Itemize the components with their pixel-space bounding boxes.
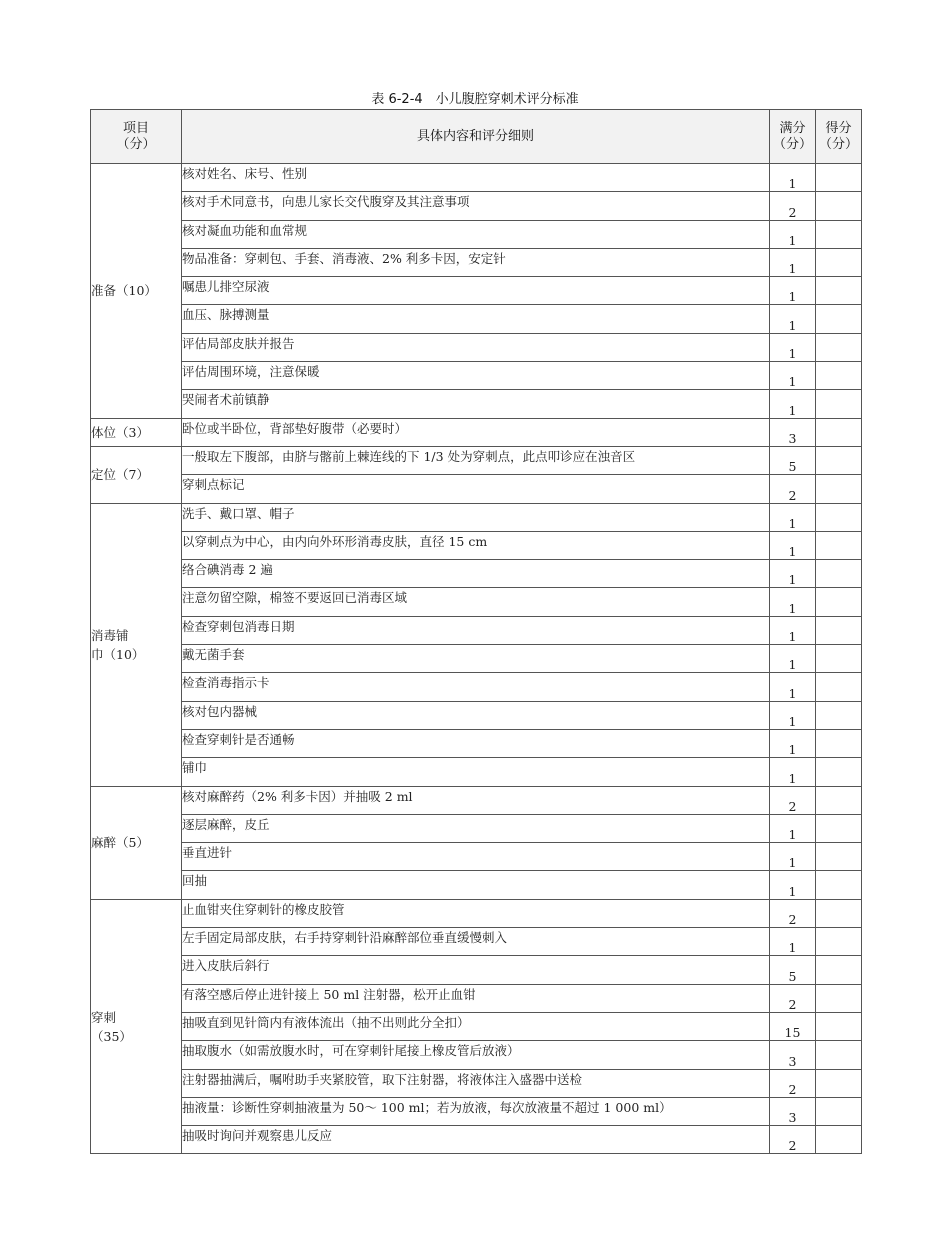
obtained-score-cell[interactable] bbox=[816, 956, 862, 984]
full-score-cell: 3 bbox=[770, 418, 816, 446]
table-row bbox=[91, 673, 862, 701]
obtained-score-cell[interactable] bbox=[816, 1069, 862, 1097]
content-cell: 抽取腹水（如需放腹水时，可在穿刺针尾接上橡皮管后放液） bbox=[182, 1041, 770, 1069]
table-row bbox=[91, 729, 862, 757]
content-cell: 检查穿刺针是否通畅 bbox=[182, 729, 770, 757]
table-row bbox=[91, 333, 862, 361]
full-score-cell: 1 bbox=[770, 758, 816, 786]
table-row bbox=[91, 1041, 862, 1069]
content-cell: 抽吸直到见针筒内有液体流出（抽不出则此分全扣） bbox=[182, 1012, 770, 1040]
full-score-cell: 1 bbox=[770, 616, 816, 644]
obtained-score-cell[interactable] bbox=[816, 1041, 862, 1069]
table-row bbox=[91, 1069, 862, 1097]
table-row bbox=[91, 758, 862, 786]
full-score-cell: 1 bbox=[770, 560, 816, 588]
obtained-score-cell[interactable] bbox=[816, 164, 862, 192]
header-row bbox=[91, 110, 862, 164]
table-row bbox=[91, 871, 862, 899]
category-cell: 消毒铺 巾（10） bbox=[91, 503, 182, 786]
obtained-score-cell[interactable] bbox=[816, 928, 862, 956]
obtained-score-cell[interactable] bbox=[816, 531, 862, 559]
content-cell: 戴无菌手套 bbox=[182, 645, 770, 673]
content-cell: 回抽 bbox=[182, 871, 770, 899]
table-row bbox=[91, 446, 862, 474]
table-row bbox=[91, 928, 862, 956]
content-cell: 抽吸时询问并观察患儿反应 bbox=[182, 1126, 770, 1154]
content-cell: 注射器抽满后，嘱咐助手夹紧胶管，取下注射器，将液体注入盛器中送检 bbox=[182, 1069, 770, 1097]
header-full-score: 满分 （分） bbox=[770, 110, 816, 164]
table-row bbox=[91, 1012, 862, 1040]
scoring-table bbox=[90, 109, 862, 1154]
table-body bbox=[91, 164, 862, 1154]
content-cell: 注意勿留空隙，棉签不要返回已消毒区域 bbox=[182, 588, 770, 616]
content-cell: 逐层麻醉，皮丘 bbox=[182, 814, 770, 842]
table-row bbox=[91, 418, 862, 446]
full-score-cell: 1 bbox=[770, 645, 816, 673]
content-cell: 血压、脉搏测量 bbox=[182, 305, 770, 333]
content-cell: 嘱患儿排空尿液 bbox=[182, 277, 770, 305]
content-cell: 以穿刺点为中心，由内向外环形消毒皮肤，直径 15 cm bbox=[182, 531, 770, 559]
content-cell: 洗手、戴口罩、帽子 bbox=[182, 503, 770, 531]
full-score-cell: 1 bbox=[770, 277, 816, 305]
content-cell: 进入皮肤后斜行 bbox=[182, 956, 770, 984]
obtained-score-cell[interactable] bbox=[816, 446, 862, 474]
table-row bbox=[91, 248, 862, 276]
content-cell: 垂直进针 bbox=[182, 843, 770, 871]
table-row bbox=[91, 588, 862, 616]
obtained-score-cell[interactable] bbox=[816, 305, 862, 333]
content-cell: 核对姓名、床号、性别 bbox=[182, 164, 770, 192]
full-score-cell: 1 bbox=[770, 928, 816, 956]
obtained-score-cell[interactable] bbox=[816, 1097, 862, 1125]
category-cell: 定位（7） bbox=[91, 446, 182, 503]
obtained-score-cell[interactable] bbox=[816, 843, 862, 871]
full-score-cell: 2 bbox=[770, 984, 816, 1012]
obtained-score-cell[interactable] bbox=[816, 616, 862, 644]
full-score-cell: 3 bbox=[770, 1097, 816, 1125]
obtained-score-cell[interactable] bbox=[816, 560, 862, 588]
category-cell: 体位（3） bbox=[91, 418, 182, 446]
table-row bbox=[91, 560, 862, 588]
obtained-score-cell[interactable] bbox=[816, 729, 862, 757]
obtained-score-cell[interactable] bbox=[816, 1012, 862, 1040]
table-row bbox=[91, 786, 862, 814]
content-cell: 核对手术同意书，向患儿家长交代腹穿及其注意事项 bbox=[182, 192, 770, 220]
table-row bbox=[91, 531, 862, 559]
full-score-cell: 1 bbox=[770, 220, 816, 248]
content-cell: 哭闹者术前镇静 bbox=[182, 390, 770, 418]
table-row bbox=[91, 645, 862, 673]
content-cell: 评估周围环境，注意保暖 bbox=[182, 362, 770, 390]
full-score-cell: 1 bbox=[770, 531, 816, 559]
content-cell: 物品准备：穿刺包、手套、消毒液、2% 利多卡因，安定针 bbox=[182, 248, 770, 276]
obtained-score-cell[interactable] bbox=[816, 814, 862, 842]
table-row bbox=[91, 843, 862, 871]
content-cell: 有落空感后停止进针接上 50 ml 注射器，松开止血钳 bbox=[182, 984, 770, 1012]
full-score-cell: 5 bbox=[770, 956, 816, 984]
full-score-cell: 15 bbox=[770, 1012, 816, 1040]
content-cell: 检查消毒指示卡 bbox=[182, 673, 770, 701]
table-row bbox=[91, 362, 862, 390]
obtained-score-cell[interactable] bbox=[816, 673, 862, 701]
full-score-cell: 1 bbox=[770, 588, 816, 616]
obtained-score-cell[interactable] bbox=[816, 899, 862, 927]
full-score-cell: 2 bbox=[770, 1126, 816, 1154]
full-score-cell: 2 bbox=[770, 786, 816, 814]
obtained-score-cell[interactable] bbox=[816, 503, 862, 531]
header-content: 具体内容和评分细则 bbox=[182, 110, 770, 164]
content-cell: 铺巾 bbox=[182, 758, 770, 786]
content-cell: 止血钳夹住穿刺针的橡皮胶管 bbox=[182, 899, 770, 927]
obtained-score-cell[interactable] bbox=[816, 588, 862, 616]
obtained-score-cell[interactable] bbox=[816, 390, 862, 418]
category-cell: 穿刺 （35） bbox=[91, 899, 182, 1154]
obtained-score-cell[interactable] bbox=[816, 418, 862, 446]
full-score-cell: 2 bbox=[770, 1069, 816, 1097]
full-score-cell: 2 bbox=[770, 899, 816, 927]
table-row bbox=[91, 390, 862, 418]
full-score-cell: 3 bbox=[770, 1041, 816, 1069]
content-cell: 核对包内器械 bbox=[182, 701, 770, 729]
content-cell: 抽液量：诊断性穿刺抽液量为 50～ 100 ml；若为放液，每次放液量不超过 1 000 ml） bbox=[182, 1097, 770, 1125]
obtained-score-cell[interactable] bbox=[816, 758, 862, 786]
full-score-cell: 5 bbox=[770, 446, 816, 474]
obtained-score-cell[interactable] bbox=[816, 645, 862, 673]
content-cell: 核对麻醉药（2% 利多卡因）并抽吸 2 ml bbox=[182, 786, 770, 814]
full-score-cell: 1 bbox=[770, 871, 816, 899]
content-cell: 一般取左下腹部，由脐与髂前上棘连线的下 1/3 处为穿刺点，此点叩诊应在浊音区 bbox=[182, 446, 770, 474]
content-cell: 穿刺点标记 bbox=[182, 475, 770, 503]
full-score-cell: 1 bbox=[770, 701, 816, 729]
category-cell: 准备（10） bbox=[91, 164, 182, 419]
table-row bbox=[91, 616, 862, 644]
table-row bbox=[91, 701, 862, 729]
table-row bbox=[91, 164, 862, 192]
table-row bbox=[91, 475, 862, 503]
full-score-cell: 1 bbox=[770, 362, 816, 390]
full-score-cell: 1 bbox=[770, 248, 816, 276]
table-row bbox=[91, 1097, 862, 1125]
obtained-score-cell[interactable] bbox=[816, 786, 862, 814]
obtained-score-cell[interactable] bbox=[816, 362, 862, 390]
table-row bbox=[91, 814, 862, 842]
full-score-cell: 2 bbox=[770, 475, 816, 503]
full-score-cell: 1 bbox=[770, 729, 816, 757]
content-cell: 左手固定局部皮肤，右手持穿刺针沿麻醉部位垂直缓慢刺入 bbox=[182, 928, 770, 956]
table-row bbox=[91, 1126, 862, 1154]
full-score-cell: 1 bbox=[770, 305, 816, 333]
content-cell: 检查穿刺包消毒日期 bbox=[182, 616, 770, 644]
obtained-score-cell[interactable] bbox=[816, 333, 862, 361]
obtained-score-cell[interactable] bbox=[816, 984, 862, 1012]
obtained-score-cell[interactable] bbox=[816, 701, 862, 729]
full-score-cell: 1 bbox=[770, 814, 816, 842]
obtained-score-cell[interactable] bbox=[816, 871, 862, 899]
content-cell: 核对凝血功能和血常规 bbox=[182, 220, 770, 248]
table-row bbox=[91, 503, 862, 531]
table-row bbox=[91, 192, 862, 220]
obtained-score-cell[interactable] bbox=[816, 220, 862, 248]
table-row bbox=[91, 277, 862, 305]
full-score-cell: 1 bbox=[770, 333, 816, 361]
table-row bbox=[91, 899, 862, 927]
obtained-score-cell[interactable] bbox=[816, 1126, 862, 1154]
header-item: 项目 （分） bbox=[91, 110, 182, 164]
table-row bbox=[91, 984, 862, 1012]
full-score-cell: 1 bbox=[770, 164, 816, 192]
table-row bbox=[91, 305, 862, 333]
category-cell: 麻醉（5） bbox=[91, 786, 182, 899]
table-title: 表 6-2-4 小儿腹腔穿刺术评分标准 bbox=[371, 92, 579, 107]
full-score-cell: 1 bbox=[770, 503, 816, 531]
full-score-cell: 1 bbox=[770, 843, 816, 871]
content-cell: 卧位或半卧位，背部垫好腹带（必要时） bbox=[182, 418, 770, 446]
content-cell: 络合碘消毒 2 遍 bbox=[182, 560, 770, 588]
full-score-cell: 1 bbox=[770, 673, 816, 701]
obtained-score-cell[interactable] bbox=[816, 277, 862, 305]
full-score-cell: 2 bbox=[770, 192, 816, 220]
table-row bbox=[91, 220, 862, 248]
obtained-score-cell[interactable] bbox=[816, 475, 862, 503]
table-row bbox=[91, 956, 862, 984]
content-cell: 评估局部皮肤并报告 bbox=[182, 333, 770, 361]
header-obtained-score: 得分 （分） bbox=[816, 110, 862, 164]
obtained-score-cell[interactable] bbox=[816, 192, 862, 220]
full-score-cell: 1 bbox=[770, 390, 816, 418]
obtained-score-cell[interactable] bbox=[816, 248, 862, 276]
